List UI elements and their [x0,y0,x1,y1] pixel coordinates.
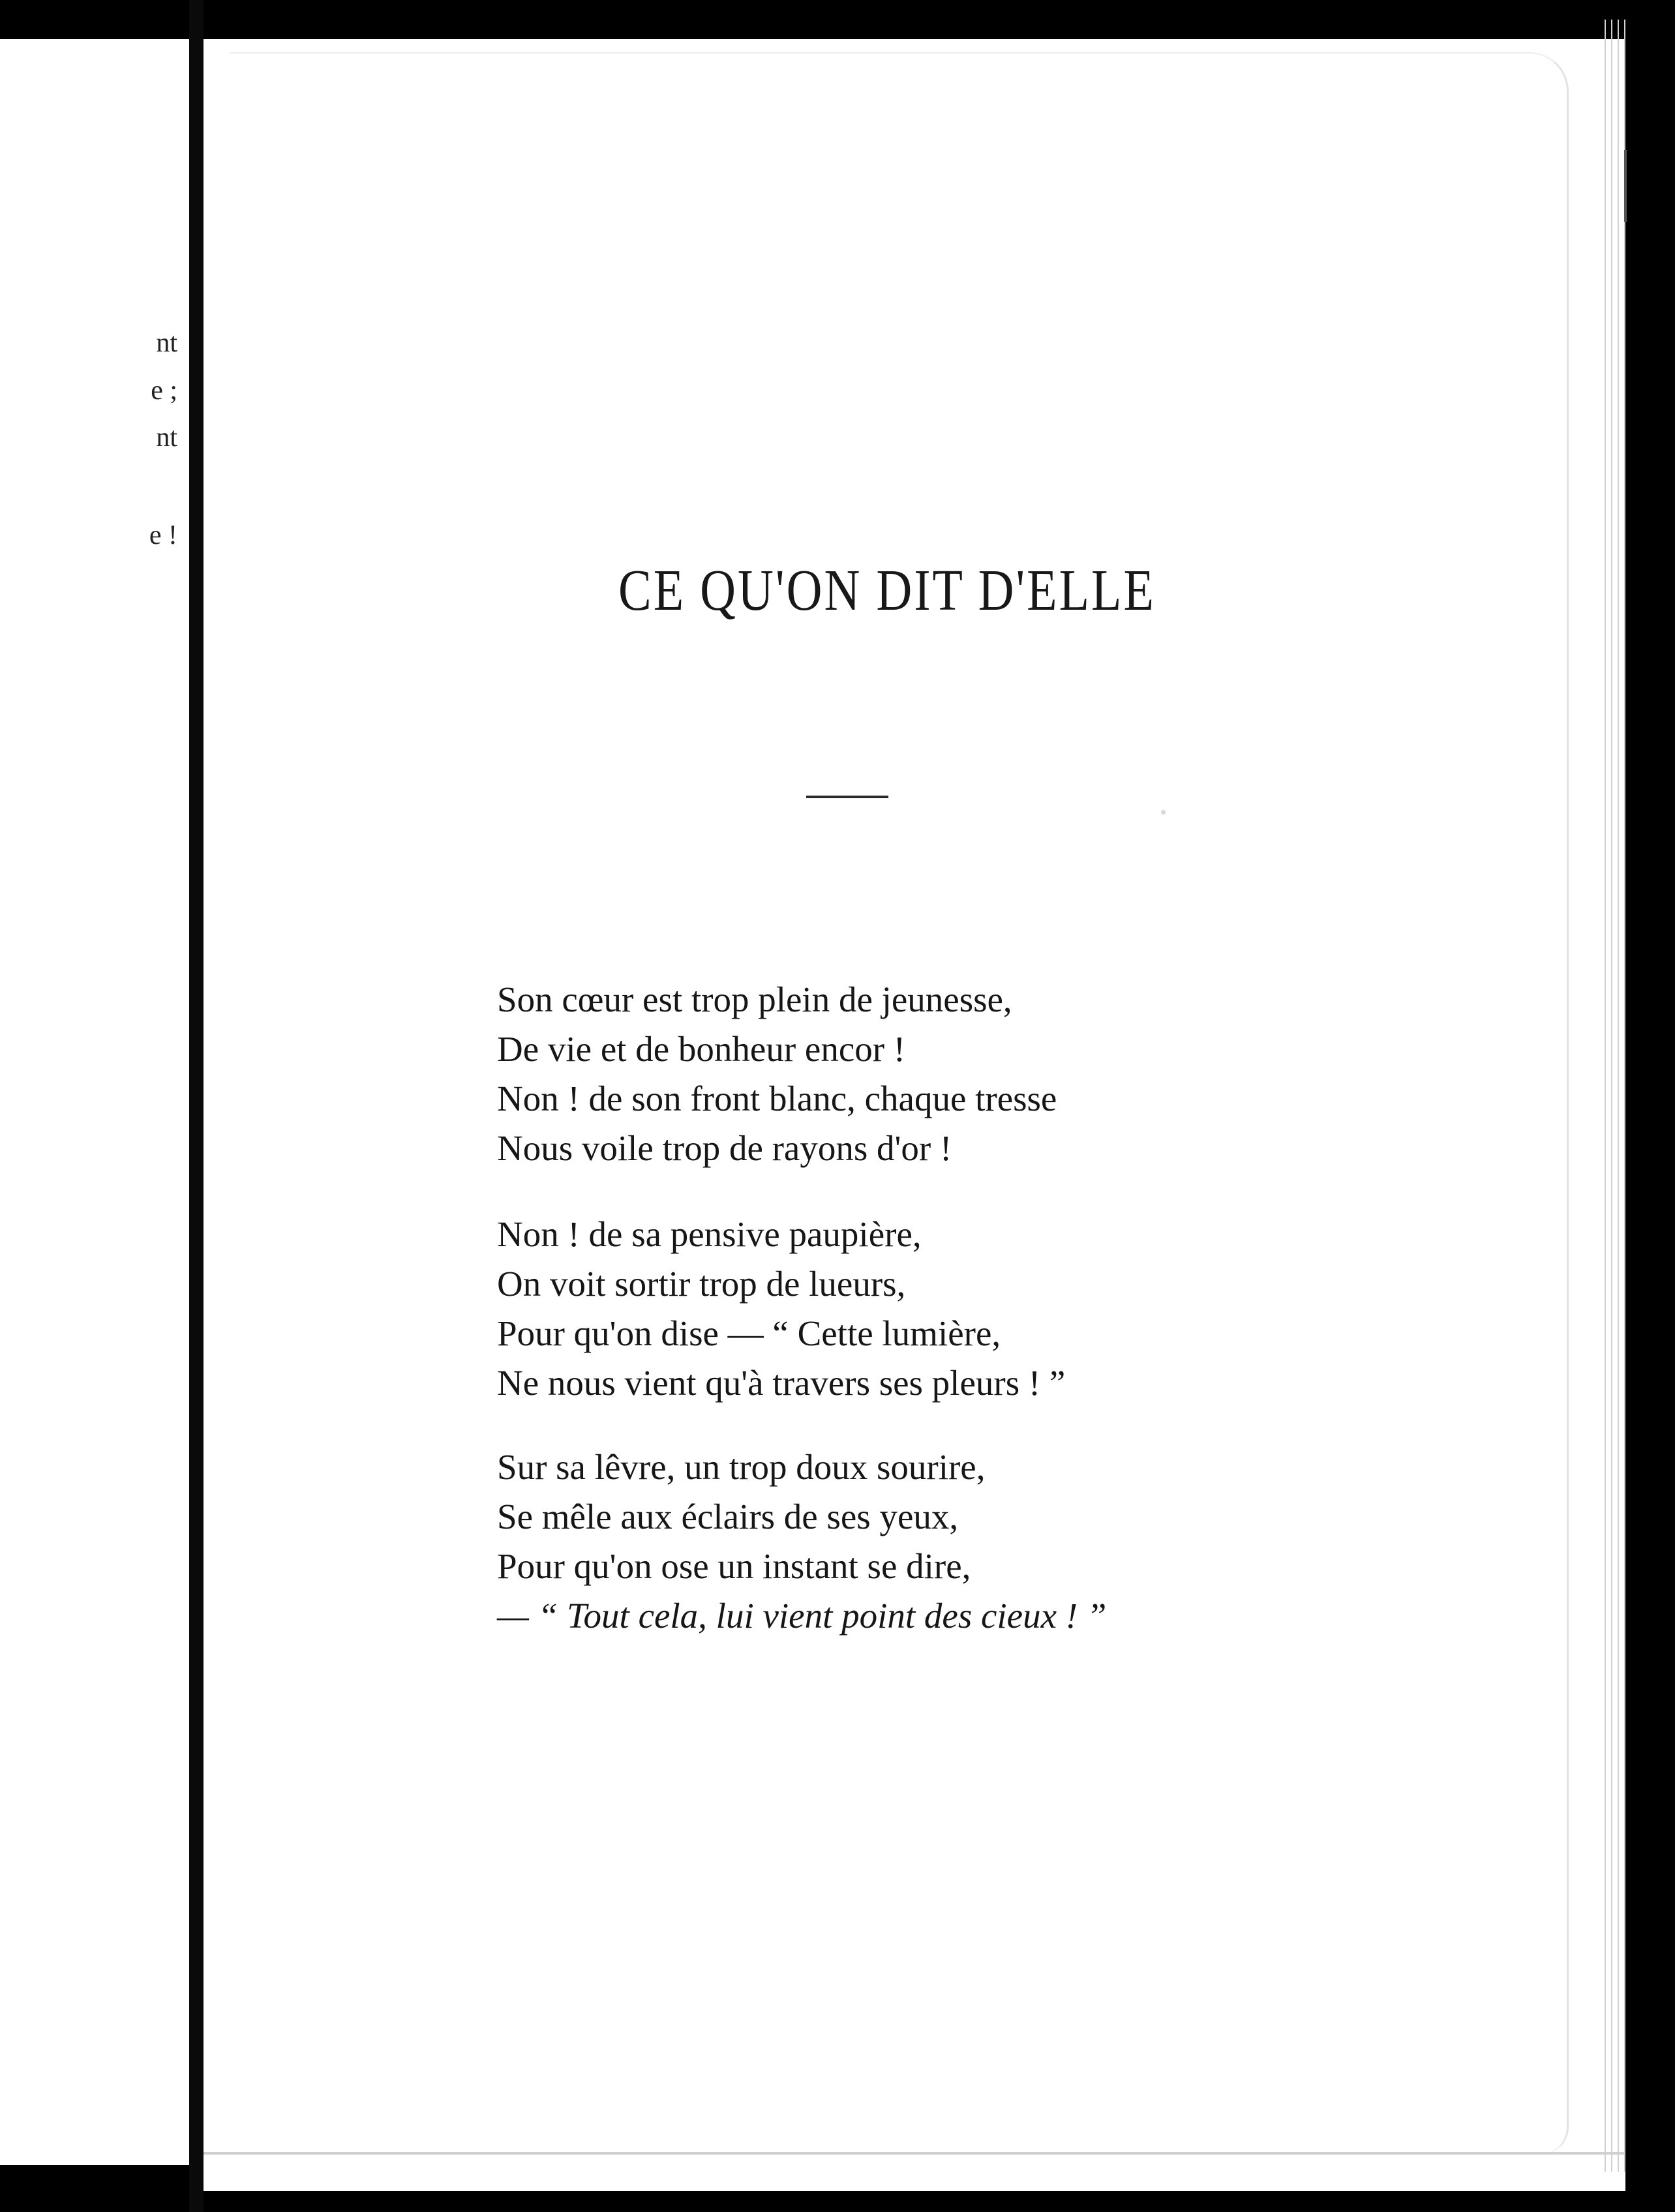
poem-line: Non ! de son front blanc, chaque tresse [497,1079,1057,1118]
title-rule [806,796,888,798]
poem-stanza-2 [497,1210,1065,1408]
left-page-fragment: e ! [149,520,177,550]
poem-stanza-1 [497,975,1057,1173]
poem-line-italic: — “ Tout cela, lui vient point des cieux ! ” [497,1596,1107,1636]
poem-title: CE QU'ON DIT D'ELLE [618,558,1156,623]
left-page-fragment: e ; [151,376,177,406]
left-page-fragment: nt [156,423,177,453]
poem-line: Non ! de sa pensive paupière, [497,1214,922,1254]
poem-line: Sur sa lêvre, un trop doux sourire, [497,1447,986,1487]
poem-line: Ne nous vient qu'à travers ses pleurs ! ” [497,1363,1066,1403]
poem-line: Se mêle aux éclairs de ses yeux, [497,1497,959,1536]
page-stack-edge [1605,20,1631,2172]
paper-speck [1161,810,1166,815]
page-edge-mark [1624,150,1627,222]
poem-line: Son cœur est trop plein de jeunesse, [497,979,1012,1019]
poem-line: De vie et de bonheur encor ! [497,1029,906,1069]
left-facing-page [0,39,189,2165]
poem-line: Pour qu'on dise — “ Cette lumière, [497,1313,1001,1353]
left-page-fragment: nt [156,328,177,358]
page-gutter [189,0,204,2212]
poem-stanza-3 [497,1442,1106,1641]
page-bottom-edge [204,2152,1625,2155]
poem-line: On voit sortir trop de lueurs, [497,1264,906,1304]
poem-line: Nous voile trop de rayons d'or ! [497,1128,952,1168]
poem-line: Pour qu'on ose un instant se dire, [497,1546,971,1586]
